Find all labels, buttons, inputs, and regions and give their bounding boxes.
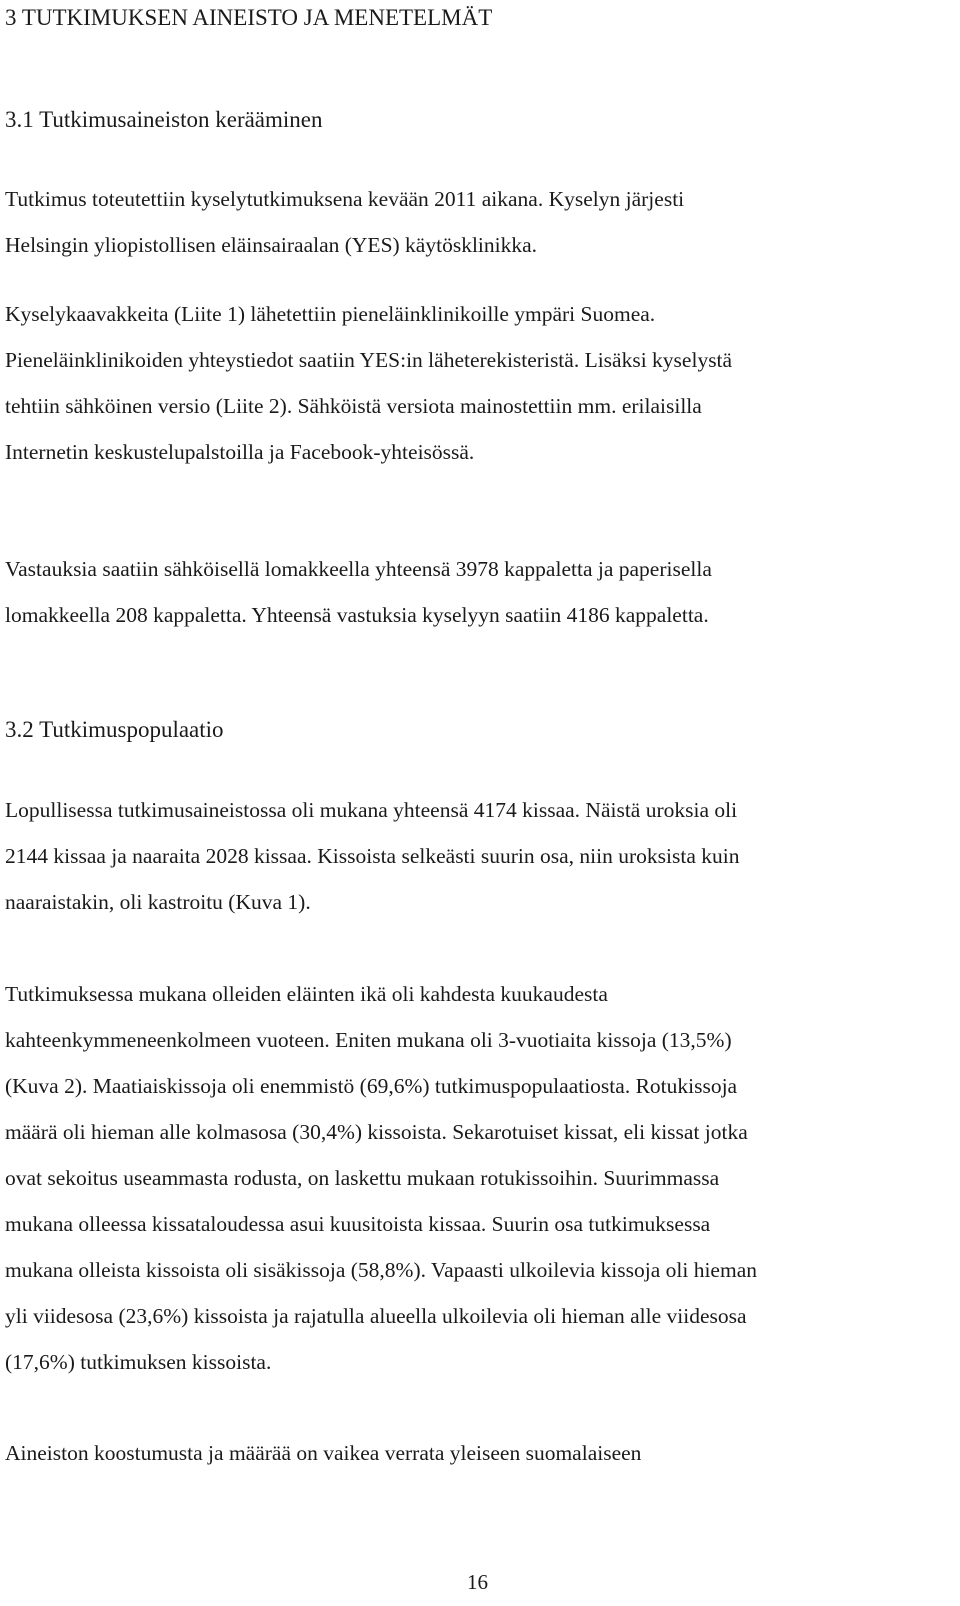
text-line: lomakkeella 208 kappaletta. Yhteensä vastuksia kyselyyn saatiin 4186 kappaletta. bbox=[5, 603, 709, 627]
text-line: määrä oli hieman alle kolmasosa (30,4%) kissoista. Sekarotuiset kissat, eli kissat jotka bbox=[5, 1120, 748, 1144]
text-line: Kyselykaavakkeita (Liite 1) lähetettiin pieneläinklinikoille ympäri Suomea. bbox=[5, 302, 656, 326]
text-line: Vastauksia saatiin sähköisellä lomakkeella yhteensä 3978 kappaletta ja paperisella bbox=[5, 557, 712, 581]
section-heading-3-1: 3.1 Tutkimusaineiston kerääminen bbox=[5, 107, 323, 132]
text-line: Pieneläinklinikoiden yhteystiedot saatiin YES:in läheterekisteristä. Lisäksi kyselystä bbox=[5, 348, 733, 372]
page-number: 16 bbox=[467, 1570, 488, 1594]
text-line: Lopullisessa tutkimusaineistossa oli mukana yhteensä 4174 kissaa. Näistä uroksia oli bbox=[5, 798, 738, 822]
section-heading-3-2: 3.2 Tutkimuspopulaatio bbox=[5, 717, 224, 742]
text-line: naaraistakin, oli kastroitu (Kuva 1). bbox=[5, 890, 311, 914]
text-line: ovat sekoitus useammasta rodusta, on laskettu mukaan rotukissoihin. Suurimmassa bbox=[5, 1166, 720, 1190]
paragraph-comparison bbox=[5, 1430, 955, 1476]
text-line: Tutkimus toteutettiin kyselytutkimuksena kevään 2011 aikana. Kyselyn järjesti bbox=[5, 187, 685, 211]
chapter-heading: 3 TUTKIMUKSEN AINEISTO JA MENETELMÄT bbox=[5, 5, 493, 30]
text-line: yli viidesosa (23,6%) kissoista ja rajatulla alueella ulkoilevia oli hieman alle viidesosa bbox=[5, 1304, 747, 1328]
text-line: tehtiin sähköinen versio (Liite 2). Sähköistä versiota mainostettiin mm. erilaisilla bbox=[5, 394, 702, 418]
text-line: 2144 kissaa ja naaraita 2028 kissaa. Kissoista selkeästi suurin osa, niin uroksista kuin bbox=[5, 844, 740, 868]
text-line: (Kuva 2). Maatiaiskissoja oli enemmistö (69,6%) tutkimuspopulaatiosta. Rotukissoja bbox=[5, 1074, 738, 1098]
text-line: Helsingin yliopistollisen eläinsairaalan (YES) käytösklinikka. bbox=[5, 233, 538, 257]
text-line: Aineiston koostumusta ja määrää on vaikea verrata yleiseen suomalaiseen bbox=[5, 1441, 642, 1465]
paragraph-responses bbox=[5, 546, 955, 638]
text-line: kahteenkymmeneenkolmeen vuoteen. Eniten mukana oli 3-vuotiaita kissoja (13,5%) bbox=[5, 1028, 732, 1052]
paragraph-data-collection bbox=[5, 176, 955, 268]
text-line: (17,6%) tutkimuksen kissoista. bbox=[5, 1350, 272, 1374]
paragraph-population bbox=[5, 787, 955, 925]
text-line: mukana olleessa kissataloudessa asui kuusitoista kissaa. Suurin osa tutkimuksessa bbox=[5, 1212, 711, 1236]
paragraph-questionnaires bbox=[5, 291, 955, 475]
text-line: Internetin keskustelupalstoilla ja Facebook-yhteisössä. bbox=[5, 440, 475, 464]
text-line: mukana olleista kissoista oli sisäkissoja (58,8%). Vapaasti ulkoilevia kissoja oli hieman bbox=[5, 1258, 757, 1282]
text-line: Tutkimuksessa mukana olleiden eläinten ikä oli kahdesta kuukaudesta bbox=[5, 982, 608, 1006]
paragraph-age-breed bbox=[5, 971, 955, 1385]
